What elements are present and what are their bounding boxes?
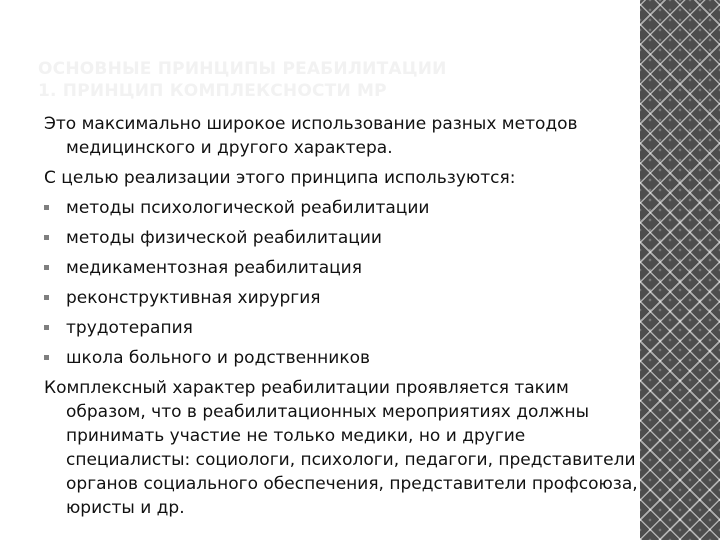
list-item-text: медикаментозная реабилитация <box>66 258 362 278</box>
list-item <box>44 316 640 340</box>
list-item <box>44 346 640 370</box>
list-item-text: методы физической реабилитации <box>66 228 382 248</box>
list-item-text: школа больного и родственников <box>66 348 371 368</box>
bullet-square-icon <box>44 325 49 330</box>
title-line-1: ОСНОВНЫЕ ПРИНЦИПЫ РЕАБИЛИТАЦИИ <box>38 59 447 79</box>
bullet-square-icon <box>44 355 49 360</box>
bullet-square-icon <box>44 235 49 240</box>
list-item <box>44 226 640 250</box>
intro-paragraph: Это максимально широкое использование разных методов медицинского и другого характера. <box>44 114 578 158</box>
bullet-square-icon <box>44 205 49 210</box>
list-item-text: трудотерапия <box>66 318 193 338</box>
conclusion-paragraph: Комплексный характер реабилитации проявляется таким образом, что в реабилитационных мероприятиях должны принимать участие не только медики, но и другие специалисты: социологи, психологи, педагоги, представители органов социального обеспечения, представители профсоюза, юристы и др. <box>44 378 638 518</box>
decorative-side-pattern <box>640 0 720 540</box>
slide-title <box>38 58 628 102</box>
purpose-paragraph: С целью реализации этого принципа используются: <box>44 168 516 188</box>
list-item-text: методы психологической реабилитации <box>66 198 430 218</box>
bullet-square-icon <box>44 265 49 270</box>
list-item-text: реконструктивная хирургия <box>66 288 321 308</box>
slide-body <box>44 112 640 526</box>
bullet-square-icon <box>44 295 49 300</box>
title-line-2: 1. ПРИНЦИП КОМПЛЕКСНОСТИ МР <box>38 81 387 101</box>
list-item <box>44 256 640 280</box>
list-item <box>44 196 640 220</box>
list-item <box>44 286 640 310</box>
